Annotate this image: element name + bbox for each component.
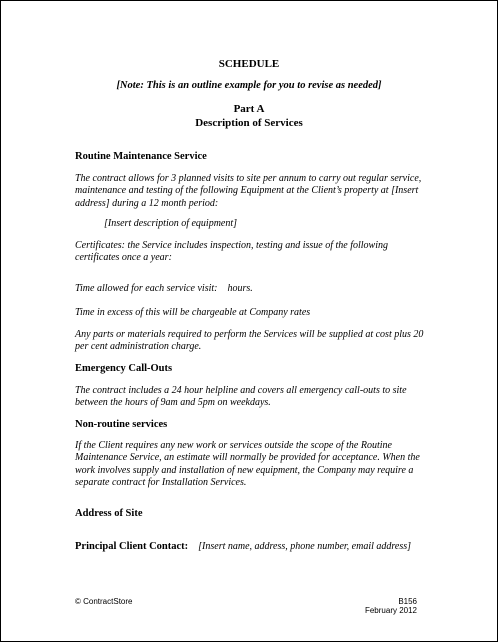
time-allowed-text: Time allowed for each service visit: hours.: [75, 283, 253, 294]
time-excess-text: Time in excess of this will be chargeable at Company rates: [75, 307, 311, 318]
footer-copyright: © ContractStore: [75, 597, 133, 606]
routine-maintenance-heading: Routine Maintenance Service: [75, 151, 207, 162]
parts-materials-paragraph: Any parts or materials required to perform the Services will be supplied at cost plus 20 per cent administration charge.: [75, 329, 424, 353]
contact-placeholder: [Insert name, address, phone number, email address]: [198, 541, 412, 552]
emergency-callouts-heading: Emergency Call-Outs: [75, 363, 173, 374]
certificates-paragraph: Certificates: the Service includes inspection, testing and issue of the following certificates once a year:: [75, 240, 389, 264]
non-routine-paragraph: If the Client requires any new work or services outside the scope of the Routine Maintenance Service, an estimate will normally be provided for acceptance. When the work involves supply and installation of new equipment, the Company may require a separate contract for Installation Services.: [75, 440, 420, 489]
non-routine-heading: Non-routine services: [75, 419, 168, 430]
part-heading: [1, 102, 497, 130]
principal-client-contact: [75, 541, 411, 552]
footer-reference: [365, 597, 417, 615]
routine-maintenance-paragraph: The contract allows for 3 planned visits to site per annum to carry out regular service, maintenance and testing of the following Equipment at the Client’s property at [Insert address] during a 12 month period:: [75, 173, 422, 209]
emergency-callouts-paragraph: The contract includes a 24 hour helpline and covers all emergency call-outs to site between the hours of 9am and 5pm on weekdays.: [75, 385, 407, 409]
equipment-placeholder: [Insert description of equipment]: [104, 218, 238, 229]
document-title: SCHEDULE: [218, 58, 280, 70]
footer-code: B156: [398, 597, 417, 606]
part-subtitle: Description of Services: [195, 117, 303, 129]
contact-label: Principal Client Contact:: [75, 541, 189, 552]
outline-note: [Note: This is an outline example for you to revise as needed]: [116, 80, 382, 91]
address-of-site-heading: Address of Site: [75, 508, 143, 519]
footer-date: February 2012: [364, 606, 417, 615]
part-label: Part A: [233, 103, 265, 115]
